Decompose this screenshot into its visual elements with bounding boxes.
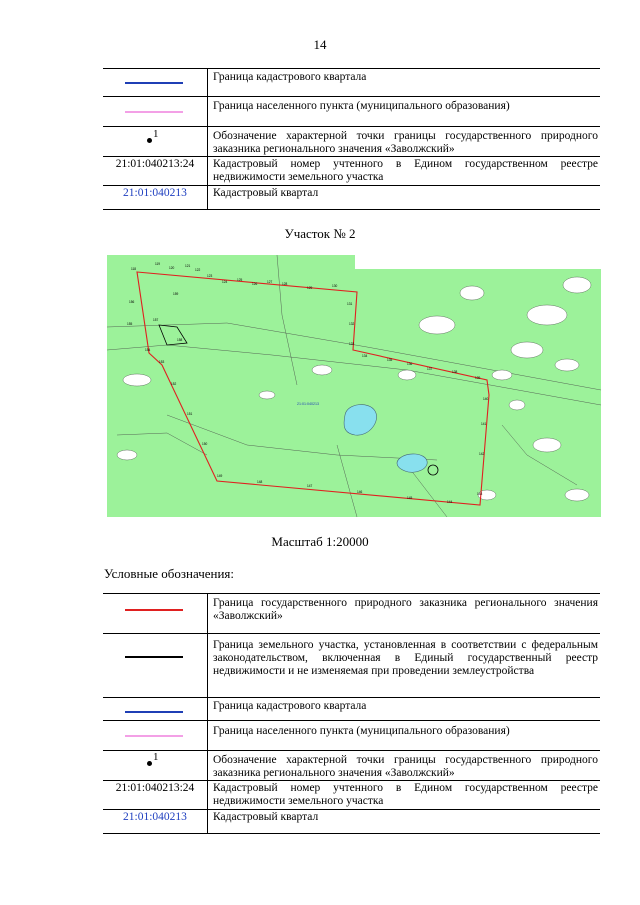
map-scale: Масштаб 1:20000	[271, 534, 369, 549]
legend-row	[103, 186, 600, 210]
svg-text:155: 155	[127, 322, 133, 326]
svg-text:141: 141	[481, 422, 487, 426]
svg-text:129: 129	[307, 286, 313, 290]
svg-text:142: 142	[479, 452, 485, 456]
legend-text: Граница земельного участка, установленная в соответствии с федеральным законодательством, включенная в Единый государственный реестр недвижимости и не изменяемая при проведении землеустройства	[213, 639, 598, 677]
svg-text:144: 144	[447, 500, 453, 504]
svg-text:128: 128	[282, 282, 288, 286]
legend-symbol-cell	[103, 594, 208, 634]
svg-text:125: 125	[237, 278, 243, 282]
top-legend-table	[103, 68, 600, 210]
legend-text: Обозначение характерной точки границы государственного природного заказника регионального значения «Заволжский»	[213, 130, 598, 155]
svg-text:120: 120	[169, 266, 175, 270]
legend-text: Кадастровый квартал	[213, 187, 319, 199]
legend-row	[103, 698, 600, 721]
legend-text: Кадастровый номер учтенного в Едином государственном реестре недвижимости земельного участка	[213, 158, 598, 183]
point-marker-icon	[145, 751, 165, 767]
legend-row	[103, 594, 600, 634]
svg-text:119: 119	[155, 262, 161, 266]
svg-text:136: 136	[407, 362, 413, 366]
cadastral-number-example: 21:01:040213:24	[103, 157, 208, 186]
legend-text: Граница государственного природного заказника регионального значения «Заволжский»	[213, 597, 598, 622]
legend-symbol-cell	[103, 97, 208, 127]
svg-text:143: 143	[477, 492, 483, 496]
svg-text:145: 145	[407, 496, 413, 500]
svg-text:148: 148	[257, 480, 263, 484]
point-marker-icon	[145, 128, 165, 144]
svg-text:134: 134	[362, 354, 368, 358]
svg-text:123: 123	[207, 274, 213, 278]
legend-row	[103, 97, 600, 127]
svg-text:152: 152	[171, 382, 177, 386]
legend-text: Обозначение характерной точки границы государственного природного заказника регионального значения «Заволжский»	[213, 754, 598, 779]
svg-text:130: 130	[332, 284, 338, 288]
cadastral-map	[107, 255, 601, 517]
legend-row	[103, 810, 600, 834]
legend-symbol-cell	[103, 127, 208, 157]
svg-text:149: 149	[217, 474, 223, 478]
svg-text:118: 118	[131, 267, 137, 271]
svg-text:157: 157	[153, 318, 159, 322]
svg-text:126: 126	[252, 282, 258, 286]
quarter-border-symbol	[125, 711, 183, 713]
legend-text: Граница населенного пункта (муниципального образования)	[213, 725, 510, 737]
cadastral-number-example: 21:01:040213:24	[103, 781, 208, 810]
cadastral-quarter-example: 21:01:040213	[103, 810, 208, 834]
settlement-border-symbol	[125, 735, 183, 737]
svg-text:159: 159	[173, 292, 179, 296]
legend-symbol-cell	[103, 69, 208, 97]
legend-text: Кадастровый номер учтенного в Едином государственном реестре недвижимости земельного участка	[213, 782, 598, 807]
parcel-border-symbol	[125, 656, 183, 658]
quarter-border-symbol	[125, 82, 183, 84]
legend-row	[103, 69, 600, 97]
svg-text:139: 139	[475, 376, 481, 380]
svg-text:146: 146	[357, 490, 363, 494]
legend-text: Граница кадастрового квартала	[213, 700, 367, 712]
bottom-legend-table	[103, 593, 600, 834]
svg-text:150: 150	[202, 442, 208, 446]
svg-text:133: 133	[349, 342, 355, 346]
svg-text:137: 137	[427, 367, 433, 371]
page-number: 14	[313, 37, 327, 52]
legend-symbol-cell	[103, 698, 208, 721]
legend-symbol-cell	[103, 721, 208, 751]
map-background	[107, 255, 601, 517]
legend-symbol-cell	[103, 751, 208, 781]
section-title: Участок № 2	[284, 226, 356, 241]
svg-text:122: 122	[195, 268, 201, 272]
svg-text:154: 154	[145, 348, 151, 352]
svg-text:156: 156	[129, 300, 135, 304]
svg-text:124: 124	[222, 280, 228, 284]
reserve-border-symbol	[125, 609, 183, 611]
legend-heading: Условные обозначения:	[104, 566, 235, 581]
svg-text:132: 132	[349, 322, 355, 326]
svg-text:158: 158	[177, 338, 183, 342]
map-quarter-label: 21:01:040213	[297, 402, 319, 406]
svg-text:140: 140	[483, 397, 489, 401]
legend-row	[103, 127, 600, 157]
legend-symbol-cell	[103, 634, 208, 698]
cadastral-quarter-example: 21:01:040213	[103, 186, 208, 210]
map-blank-corner	[355, 255, 601, 269]
svg-text:151: 151	[187, 412, 193, 416]
settlement-border-symbol	[125, 111, 183, 113]
svg-text:138: 138	[452, 370, 458, 374]
point-number: 1	[153, 128, 159, 140]
svg-text:147: 147	[307, 484, 313, 488]
legend-text: Граница кадастрового квартала	[213, 71, 367, 83]
legend-row	[103, 751, 600, 781]
svg-text:121: 121	[185, 264, 191, 268]
legend-row	[103, 721, 600, 751]
legend-row	[103, 634, 600, 698]
legend-text: Граница населенного пункта (муниципального образования)	[213, 100, 510, 112]
legend-row	[103, 781, 600, 810]
point-number: 1	[153, 751, 159, 763]
legend-text: Кадастровый квартал	[213, 811, 319, 823]
svg-text:127: 127	[267, 280, 273, 284]
svg-text:153: 153	[159, 360, 165, 364]
legend-row	[103, 157, 600, 186]
svg-text:131: 131	[347, 302, 353, 306]
svg-text:135: 135	[387, 358, 393, 362]
